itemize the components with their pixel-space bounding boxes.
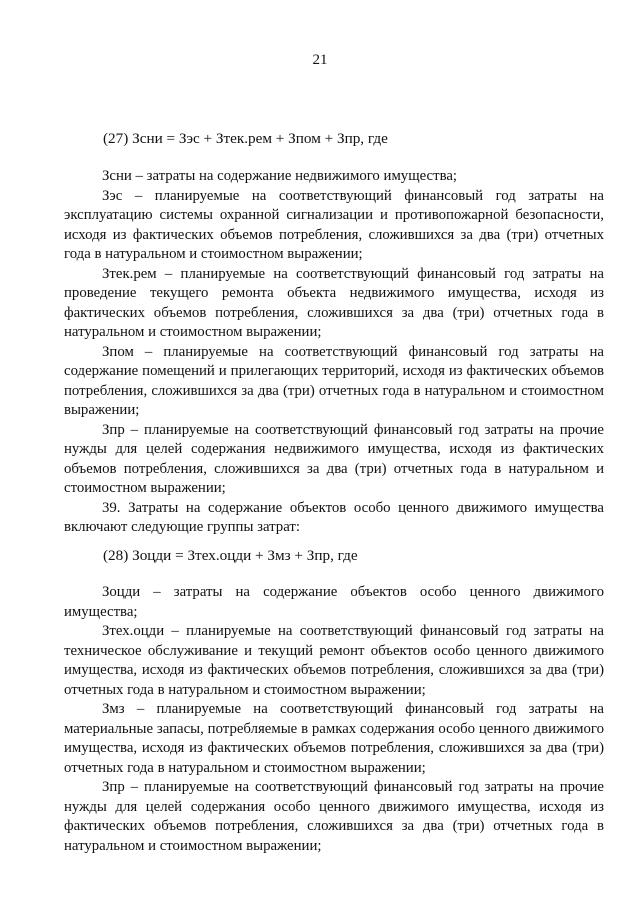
definition-zes: Зэс – планируемые на соответствующий финансовый год затраты на эксплуатацию системы охранной сигнализации и противопожарной безопасности, исходя из фактических объемов потребления, сложившихся за два (три) отчетных года в натуральном и стоимостном выражении;: [64, 187, 604, 262]
definitions-block-1: [64, 167, 604, 538]
definition-zmz: Змз – планируемые на соответствующий финансовый год затраты на материальные запасы, потребляемые в рамках содержания особо ценного движимого имущества, исходя из фактических объемов потребления, сложившихся за два (три) отчетных года в натуральном и стоимостном выражении;: [64, 701, 604, 776]
definition-ztex-ocdi: Зтех.оцди – планируемые на соответствующий финансовый год затраты на техническое обслуживание и текущий ремонт объектов особо ценного движимого имущества, исходя из фактических объемов потребления, сложившихся за два (три) отчетных года в натуральном и стоимостном выражении;: [64, 623, 604, 698]
definitions-block-2: [64, 583, 604, 856]
definition-zsni: Зсни – затраты на содержание недвижимого имущества;: [102, 168, 458, 184]
definition-ztek-rem: Зтек.рем – планируемые на соответствующий финансовый год затраты на проведение текущего ремонта объекта недвижимого имущества, исходя из фактических объемов потребления, сложившихся за два (три) отчетных года в натуральном и стоимостном выражении;: [64, 265, 604, 340]
definition-zocdi: Зоцди – затраты на содержание объектов особо ценного движимого имущества;: [64, 584, 604, 620]
definition-zpom: Зпом – планируемые на соответствующий финансовый год затраты на содержание помещений и прилегающих территорий, исходя из фактических объемов потребления, сложившихся за два (три) отчетных года в натуральном и стоимостном выражении;: [64, 343, 604, 418]
paragraph-39: 39. Затраты на содержание объектов особо ценного движимого имущества включают следующие группы затрат:: [64, 499, 604, 535]
definition-zpr: Зпр – планируемые на соответствующий финансовый год затраты на прочие нужды для целей содержания недвижимого имущества, исходя из фактических объемов потребления, сложившихся за два (три) отчетных года в натуральном и стоимостном выражении;: [64, 421, 604, 496]
definition-zpr-2: Зпр – планируемые на соответствующий финансовый год затраты на прочие нужды для целей содержания особо ценного движимого имущества, исходя из фактических объемов потребления, сложившихся за два (три) отчетных года в натуральном и стоимостном выражении;: [64, 779, 604, 854]
formula-28: (28) Зоцди = Зтех.оцди + Змз + Зпр, где: [103, 547, 358, 564]
page-number: 21: [312, 52, 328, 68]
formula-27: (27) Зсни = Зэс + Зтек.рем + Зпом + Зпр, где: [103, 130, 388, 147]
